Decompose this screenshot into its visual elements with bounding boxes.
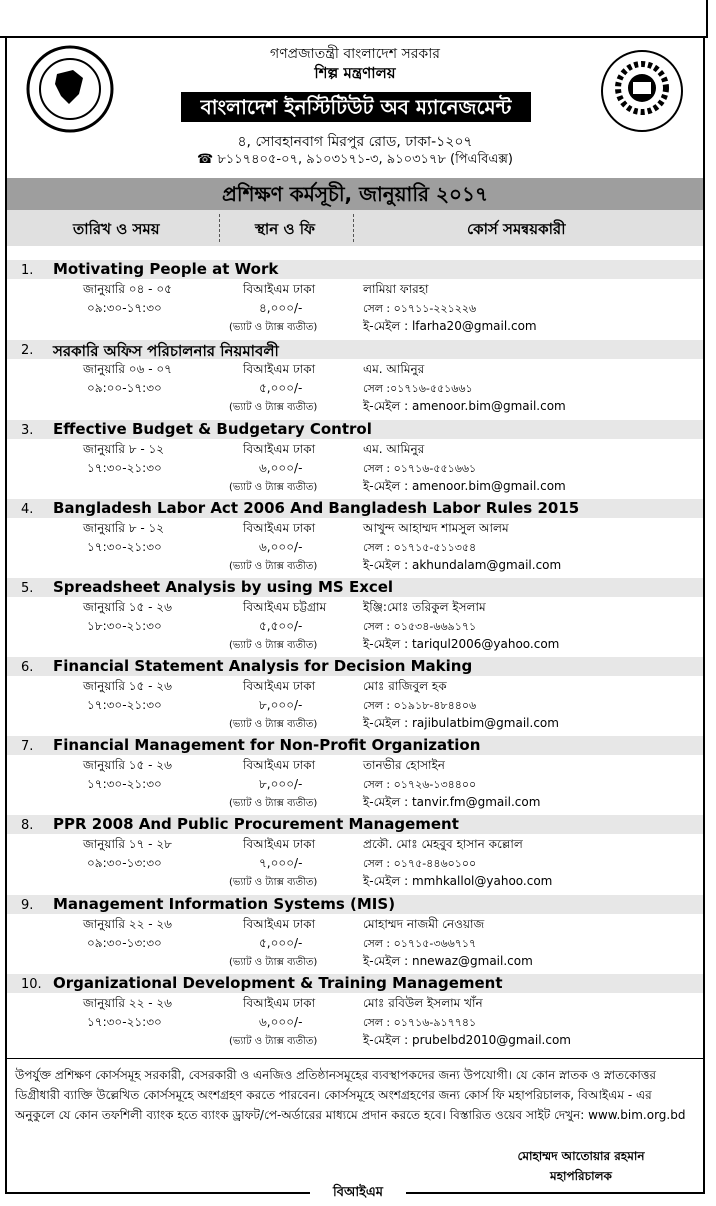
course-date: জানুয়ারি ৮ - ১২ xyxy=(83,521,165,535)
course-venue: বিআইএম ঢাকা xyxy=(243,362,316,376)
vat-note: (ভ্যাট ও ট্যাক্স ব্যতীত) xyxy=(229,798,318,809)
course-venue: বিআইএম ঢাকা xyxy=(243,282,316,296)
course-venue: বিআইএম ঢাকা xyxy=(243,442,316,456)
course-fee: ৬,০০০/- xyxy=(259,1015,303,1029)
course-time: ১৮:৩০-২১:৩০ xyxy=(87,619,162,633)
vat-note: (ভ্যাট ও ট্যাক্স ব্যতীত) xyxy=(229,640,318,651)
course-time: ০৯:০০-১৭:৩০ xyxy=(87,381,162,395)
course-venue: বিআইএম ঢাকা xyxy=(243,996,316,1010)
top-strip xyxy=(0,0,708,38)
phone-numbers: ☎ ৮১১৭৪০৫-০৭, ৯১০৩১৭১-৩, ৯১০৩১৭৮ (পিএবিএক্স) xyxy=(197,152,513,167)
address: ৪, সোবহানবাগ মিরপুর রোড, ঢাকা-১২০৭ xyxy=(237,134,473,150)
coordinator-cell: সেল : ০১৭১৬-৫৫১৬৬১ xyxy=(363,462,477,475)
footnote xyxy=(7,1058,703,1145)
government-name: গণপ্রজাতন্ত্রী বাংলাদেশ সরকার xyxy=(270,46,440,62)
course-fee: ৮,০০০/- xyxy=(259,777,303,791)
coordinator-email: ই-মেইল : nnewaz@gmail.com xyxy=(363,954,533,968)
course-number: 8. xyxy=(21,818,34,833)
course-number: 4. xyxy=(21,502,34,517)
coordinator-email: ই-মেইল : tariqul2006@yahoo.com xyxy=(363,637,560,651)
course-item xyxy=(7,736,703,816)
course-title: Financial Management for Non-Profit Organization xyxy=(53,736,481,754)
coordinator-email: ই-মেইল : tanvir.fm@gmail.com xyxy=(363,795,541,809)
column-divider xyxy=(353,214,354,242)
director-name: মোহাম্মদ আতোয়ার রহমান xyxy=(517,1149,645,1163)
course-item xyxy=(7,815,703,895)
coordinator-cell: সেল : ০১৭৫-৪৪৬০১০০ xyxy=(363,857,477,870)
coordinator-name: তানভীর হোসাইন xyxy=(363,758,445,772)
course-date: জানুয়ারি ১৫ - ২৬ xyxy=(83,600,172,614)
column-coordinator: কোর্স সমন্বয়কারী xyxy=(467,220,566,238)
course-number: 1. xyxy=(21,263,34,278)
coordinator-cell: সেল : ০১৭১৬-৯১৭৭৪১ xyxy=(363,1016,477,1029)
course-fee: ৪,০০০/- xyxy=(259,301,303,315)
course-title: Management Information Systems (MIS) xyxy=(53,895,396,913)
course-item xyxy=(7,420,703,500)
coordinator-email: ই-মেইল : amenoor.bim@gmail.com xyxy=(363,399,566,413)
coordinator-email: ই-মেইল : akhundalam@gmail.com xyxy=(363,558,562,572)
course-time: ১৭:৩০-২১:৩০ xyxy=(87,461,162,475)
course-title: PPR 2008 And Public Procurement Management xyxy=(53,815,459,833)
bim-logo-icon xyxy=(599,48,685,134)
coordinator-cell: সেল : ০১৫৩৪-৬৬৯১৭১ xyxy=(363,620,477,633)
course-item xyxy=(7,895,703,975)
course-title: সরকারি অফিস পরিচালনার নিয়মাবলী xyxy=(53,342,279,360)
course-title: Bangladesh Labor Act 2006 And Bangladesh Labor Rules 2015 xyxy=(53,499,580,517)
coordinator-name: লামিয়া ফারহা xyxy=(363,282,429,296)
coordinator-name: প্রকৌ. মোঃ মেহবুব হাসান কল্লোল xyxy=(363,837,523,851)
course-venue: বিআইএম চট্টগ্রাম xyxy=(243,600,327,614)
course-item xyxy=(7,657,703,737)
course-number: 2. xyxy=(21,343,34,358)
director-title: মহাপরিচালক xyxy=(550,1169,612,1183)
course-fee: ৭,০০০/- xyxy=(259,856,303,870)
course-title: Financial Statement Analysis for Decision Making xyxy=(53,657,473,675)
course-time: ০৯:৩০-১৭:৩০ xyxy=(87,301,162,315)
course-time: ০৯:৩০-১৩:৩০ xyxy=(87,936,162,950)
course-fee: ৮,০০০/- xyxy=(259,698,303,712)
coordinator-name: আখুন্দ আহাম্মদ শামসুল আলম xyxy=(363,521,509,535)
course-date: জানুয়ারি ২২ - ২৬ xyxy=(83,996,172,1010)
course-venue: বিআইএম ঢাকা xyxy=(243,837,316,851)
column-header xyxy=(7,210,703,246)
course-item xyxy=(7,578,703,658)
course-fee: ৬,০০০/- xyxy=(259,540,303,554)
coordinator-name: মোহাম্মদ নাজমী নেওয়াজ xyxy=(363,917,485,931)
course-time: ০৯:৩০-১৩:৩০ xyxy=(87,856,162,870)
course-time: ১৭:৩০-২১:৩০ xyxy=(87,777,162,791)
coordinator-cell: সেল :০১৭১৬-৫৫১৬৬১ xyxy=(363,382,473,395)
course-item xyxy=(7,499,703,579)
column-date: তারিখ ও সময় xyxy=(73,220,160,238)
course-venue: বিআইএম ঢাকা xyxy=(243,758,316,772)
course-number: 5. xyxy=(21,581,34,596)
course-title: Spreadsheet Analysis by using MS Excel xyxy=(53,578,394,596)
coordinator-cell: সেল : ০১৯১৮-৪৮৪৪০৬ xyxy=(363,699,477,712)
course-date: জানুয়ারি ০৬ - ০৭ xyxy=(83,362,172,376)
course-title: Effective Budget & Budgetary Control xyxy=(53,420,372,438)
advertisement-frame xyxy=(5,36,705,1194)
coordinator-email: ই-মেইল : prubelbd2010@gmail.com xyxy=(363,1033,571,1047)
course-date: জানুয়ারি ০৪ - ০৫ xyxy=(83,282,172,296)
course-venue: বিআইএম ঢাকা xyxy=(243,679,316,693)
vat-note: (ভ্যাট ও ট্যাক্স ব্যতীত) xyxy=(229,402,318,413)
course-fee: ৫,০০০/- xyxy=(259,936,303,950)
coordinator-cell: সেল : ০১৭১১-২২১২২৬ xyxy=(363,302,477,315)
coordinator-email: ই-মেইল : amenoor.bim@gmail.com xyxy=(363,479,566,493)
course-number: 10. xyxy=(21,977,42,992)
course-item xyxy=(7,974,703,1054)
course-time: ১৭:৩০-২১:৩০ xyxy=(87,540,162,554)
course-number: 7. xyxy=(21,739,34,754)
footnote-text: উপর্যুক্ত প্রশিক্ষণ কোর্সসমূহ সরকারী, বেসরকারী ও এনজিও প্রতিষ্ঠানসমূহের ব্যবস্থাপকদের জন্য উপযোগী। যে কোন স্নাতক ও স্নাতকোত্তর ডিগ্রীধারী ব্যাক্তি উল্লেখিত কোর্সসমূহে অংশগ্রহণ করতে পারবেন। কোর্সসমূহে অংশগ্রহণের জন্য কোর্স ফি মহাপরিচালক, বিআইএম - এর অনুকুলে যে কোন তফশিলী ব্যাংক হতে ব্যাংক ড্রাফট/পে-অর্ডারের মাধ্যমে প্রদান করতে হবে। বিস্তারিত ওয়েব সাইট দেখুন: www.bim.org.bd xyxy=(15,1068,686,1122)
vat-note: (ভ্যাট ও ট্যাক্স ব্যতীত) xyxy=(229,877,318,888)
column-venue: স্থান ও ফি xyxy=(255,220,315,238)
ministry-name: শিল্প মন্ত্রণালয় xyxy=(314,64,396,82)
coordinator-name: মোঃ রবিউল ইসলাম খাঁন xyxy=(363,996,483,1010)
course-item xyxy=(7,260,703,340)
course-date: জানুয়ারি ১৫ - ২৬ xyxy=(83,758,172,772)
course-date: জানুয়ারি ৮ - ১২ xyxy=(83,442,165,456)
course-date: জানুয়ারি ১৫ - ২৬ xyxy=(83,679,172,693)
course-venue: বিআইএম ঢাকা xyxy=(243,521,316,535)
course-number: 6. xyxy=(21,660,34,675)
coordinator-name: মোঃ রাজিবুল হক xyxy=(363,679,447,693)
course-title: Motivating People at Work xyxy=(53,260,279,278)
column-divider xyxy=(219,214,220,242)
bottom-label: বিআইএম xyxy=(310,1183,406,1204)
page-title: প্রশিক্ষণ কর্মসূচী, জানুয়ারি ২০১৭ xyxy=(7,178,703,210)
coordinator-cell: সেল : ০১৭১৫-৩৬৬৭১৭ xyxy=(363,937,477,950)
course-time: ১৭:৩০-২১:৩০ xyxy=(87,1015,162,1029)
coordinator-name: এম. আমিনুর xyxy=(363,362,425,376)
course-fee: ৫,৫০০/- xyxy=(259,619,303,633)
coordinator-name: ইঞ্জি:মোঃ তরিকুল ইসলাম xyxy=(363,600,486,614)
course-number: 9. xyxy=(21,898,34,913)
coordinator-cell: সেল : ০১৭১৫-৫১১৩৫৪ xyxy=(363,541,477,554)
coordinator-email: ই-মেইল : rajibulatbim@gmail.com xyxy=(363,716,559,730)
course-item xyxy=(7,340,703,420)
course-date: জানুয়ারি ১৭ - ২৮ xyxy=(83,837,172,851)
course-venue: বিআইএম ঢাকা xyxy=(243,917,316,931)
vat-note: (ভ্যাট ও ট্যাক্স ব্যতীত) xyxy=(229,957,318,968)
coordinator-email: ই-মেইল : mmhkallol@yahoo.com xyxy=(363,874,553,888)
coordinator-cell: সেল : ০১৭২৬-১৩৪৪০০ xyxy=(363,778,477,791)
vat-note: (ভ্যাট ও ট্যাক্স ব্যতীত) xyxy=(229,719,318,730)
coordinator-name: এম. আমিনুর xyxy=(363,442,425,456)
course-fee: ৬,০০০/- xyxy=(259,461,303,475)
course-number: 3. xyxy=(21,423,34,438)
institute-banner: বাংলাদেশ ইনস্টিটিউট অব ম্যানেজমেন্ট xyxy=(181,92,531,122)
course-time: ১৭:৩০-২১:৩০ xyxy=(87,698,162,712)
vat-note: (ভ্যাট ও ট্যাক্স ব্যতীত) xyxy=(229,561,318,572)
header xyxy=(7,38,703,178)
vat-note: (ভ্যাট ও ট্যাক্স ব্যতীত) xyxy=(229,1036,318,1047)
course-date: জানুয়ারি ২২ - ২৬ xyxy=(83,917,172,931)
vat-note: (ভ্যাট ও ট্যাক্স ব্যতীত) xyxy=(229,482,318,493)
coordinator-email: ই-মেইল : lfarha20@gmail.com xyxy=(363,319,537,333)
course-fee: ৫,০০০/- xyxy=(259,381,303,395)
course-title: Organizational Development & Training Management xyxy=(53,974,503,992)
vat-note: (ভ্যাট ও ট্যাক্স ব্যতীত) xyxy=(229,322,318,333)
